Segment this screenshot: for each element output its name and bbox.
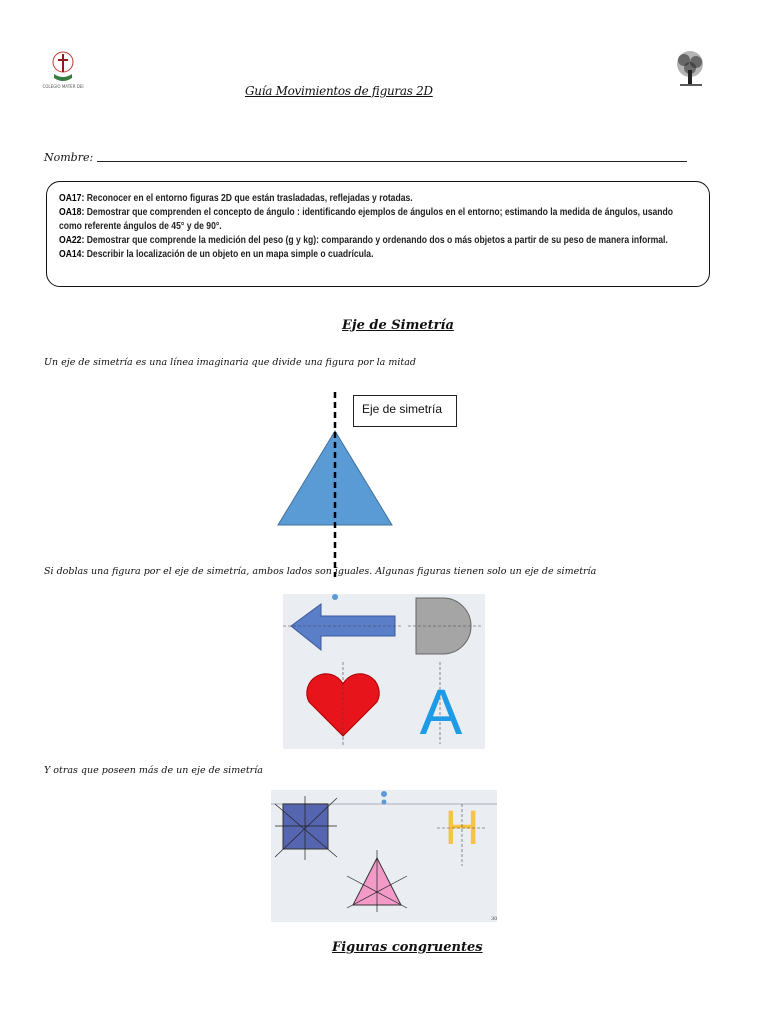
crest-text: COLEGIO MATER DEI: [42, 84, 84, 89]
letter-a: A: [419, 676, 463, 748]
letter-h: H: [444, 802, 480, 855]
school-crest-logo: [42, 48, 84, 96]
symmetry-axis-label: Eje de simetría: [353, 395, 457, 427]
symmetry-section-title: Eje de Simetría: [342, 318, 454, 333]
learning-objectives-box: [46, 181, 710, 287]
tree-logo: [670, 48, 710, 92]
blue-square: [283, 804, 328, 849]
objective-oa14: OA14: Describir la localización de un objeto en un mapa simple o cuadrícula.: [59, 249, 374, 260]
name-underline[interactable]: [97, 161, 687, 162]
folding-note: Si doblas una figura por el eje de simetría, ambos lados son iguales. Algunas figuras tienen solo un eje de simetría: [44, 566, 597, 577]
multi-axis-note: Y otras que poseen más de un eje de simetría: [44, 765, 263, 776]
symmetry-definition: Un eje de simetría es una línea imaginaria que divide una figura por la mitad: [44, 357, 416, 368]
multi-axis-shapes-panel: [271, 790, 497, 922]
guide-title: Guía Movimientos de figuras 2D: [245, 84, 433, 98]
single-axis-shapes-panel: [283, 594, 485, 749]
objective-oa22: OA22: Demostrar que comprende la medición del peso (g y kg): comparando y ordenando dos o más objetos a partir de su peso de manera informal.: [59, 235, 668, 246]
congruent-section-title: Figuras congruentes: [332, 940, 483, 955]
name-label: Nombre:: [44, 151, 94, 164]
svg-text:30: 30: [491, 916, 498, 922]
name-field[interactable]: [44, 151, 674, 164]
objective-oa18: OA18: Demostrar que comprenden el concepto de ángulo : identificando ejemplos de ángulos en el entorno; estimando la medida de ángulos, usando como referente ángulos de 45° y de 90°.: [59, 207, 674, 232]
objective-oa17: OA17: Reconocer en el entorno figuras 2D que están trasladadas, reflejadas y rotadas.: [59, 193, 413, 204]
